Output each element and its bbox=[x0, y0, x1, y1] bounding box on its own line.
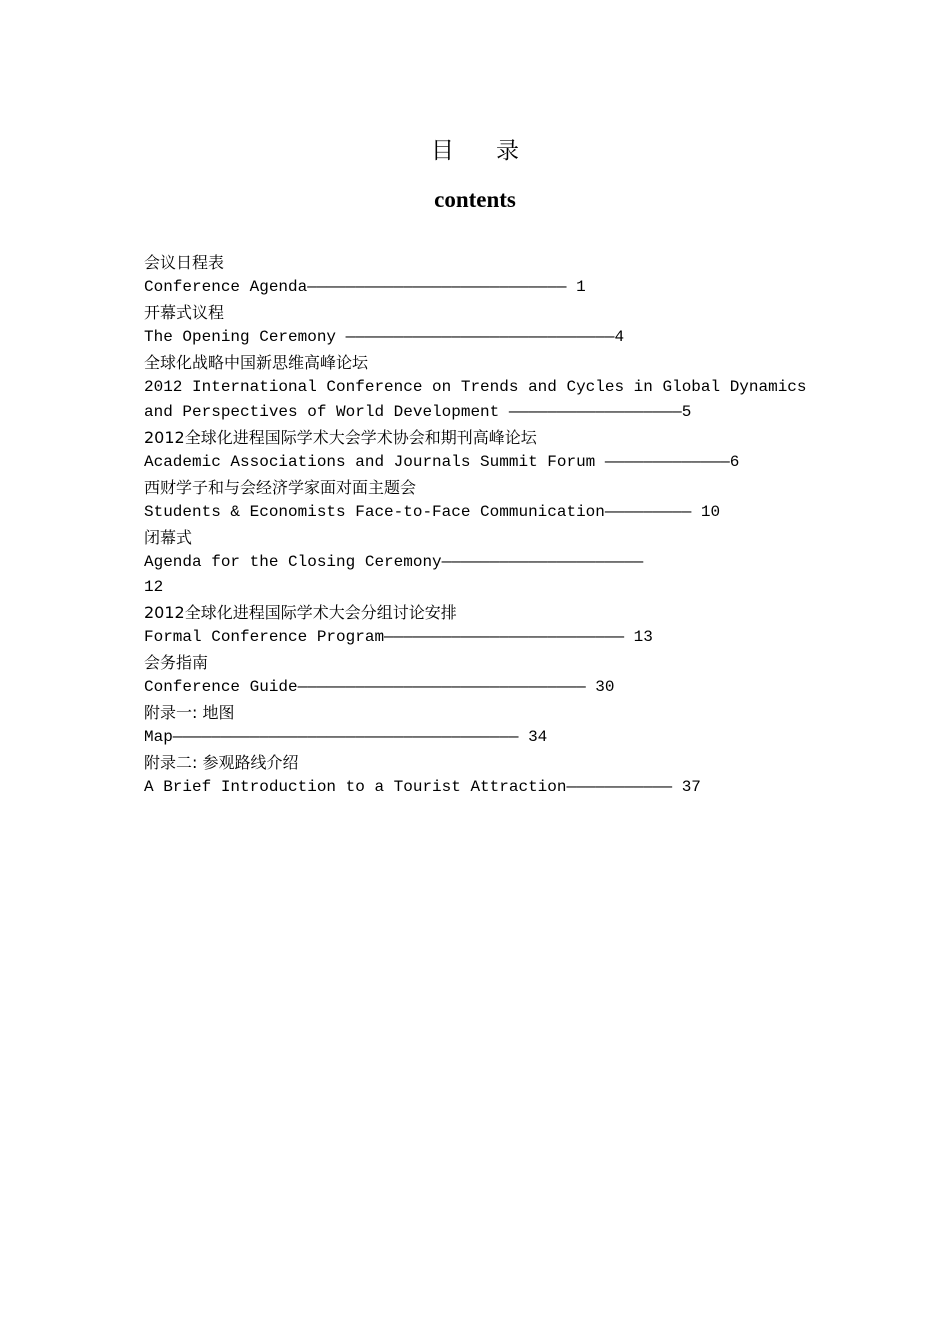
toc-entry-english-line: 2012 International Conference on Trends and Cycles in Global Dynamics bbox=[144, 378, 807, 396]
toc-entry-chinese-title: 附录二: 参观路线介绍 bbox=[144, 753, 299, 772]
toc-entry-chinese-title: 会议日程表 bbox=[144, 253, 225, 272]
title-char-1: 目 bbox=[431, 138, 454, 164]
toc-entry-english-line: The Opening Ceremony ————————————————————————————4 bbox=[144, 328, 625, 346]
table-of-contents bbox=[144, 250, 809, 800]
page-title-english: contents bbox=[434, 187, 516, 212]
toc-entry-chinese-title: 2012全球化进程国际学术大会分组讨论安排 bbox=[144, 603, 457, 622]
toc-entry[interactable] bbox=[144, 525, 809, 600]
toc-entry-english-line: Conference Guide—————————————————————————————— 30 bbox=[144, 678, 615, 696]
toc-entry-chinese-title: 会务指南 bbox=[144, 653, 209, 672]
toc-entry-english-line: Conference Agenda——————————————————————————— 1 bbox=[144, 278, 586, 296]
toc-entry-chinese-title: 闭幕式 bbox=[144, 528, 193, 547]
title-char-2: 录 bbox=[496, 138, 519, 164]
toc-entry[interactable] bbox=[144, 600, 809, 650]
toc-entry[interactable] bbox=[144, 425, 809, 475]
toc-entry[interactable] bbox=[144, 300, 809, 350]
toc-entry-english-line: Formal Conference Program————————————————————————— 13 bbox=[144, 628, 653, 646]
toc-entry-english-line: Map———————————————————————————————————— 34 bbox=[144, 728, 548, 746]
toc-entry[interactable] bbox=[144, 475, 809, 525]
toc-entry-english-line: Agenda for the Closing Ceremony————————————————————— bbox=[144, 553, 644, 571]
toc-entry[interactable] bbox=[144, 700, 809, 750]
page-title-chinese bbox=[0, 134, 950, 168]
toc-entry-chinese-title: 2012全球化进程国际学术大会学术协会和期刊高峰论坛 bbox=[144, 428, 537, 447]
toc-entry-english-line: and Perspectives of World Development ——————————————————5 bbox=[144, 403, 692, 421]
toc-entry[interactable] bbox=[144, 350, 809, 425]
toc-entry[interactable] bbox=[144, 750, 809, 800]
toc-entry[interactable] bbox=[144, 250, 809, 300]
toc-entry-chinese-title: 开幕式议程 bbox=[144, 303, 225, 322]
toc-entry-english-line: Academic Associations and Journals Summit Forum —————————————6 bbox=[144, 453, 740, 471]
toc-entry-english-line: Students & Economists Face-to-Face Communication————————— 10 bbox=[144, 503, 721, 521]
toc-entry-page-number: 12 bbox=[144, 578, 164, 596]
toc-entry[interactable] bbox=[144, 650, 809, 700]
toc-entry-chinese-title: 西财学子和与会经济学家面对面主题会 bbox=[144, 478, 417, 497]
toc-entry-english-line: A Brief Introduction to a Tourist Attraction——————————— 37 bbox=[144, 778, 701, 796]
toc-entry-chinese-title: 附录一: 地图 bbox=[144, 703, 235, 722]
toc-entry-chinese-title: 全球化战略中国新思维高峰论坛 bbox=[144, 353, 369, 372]
